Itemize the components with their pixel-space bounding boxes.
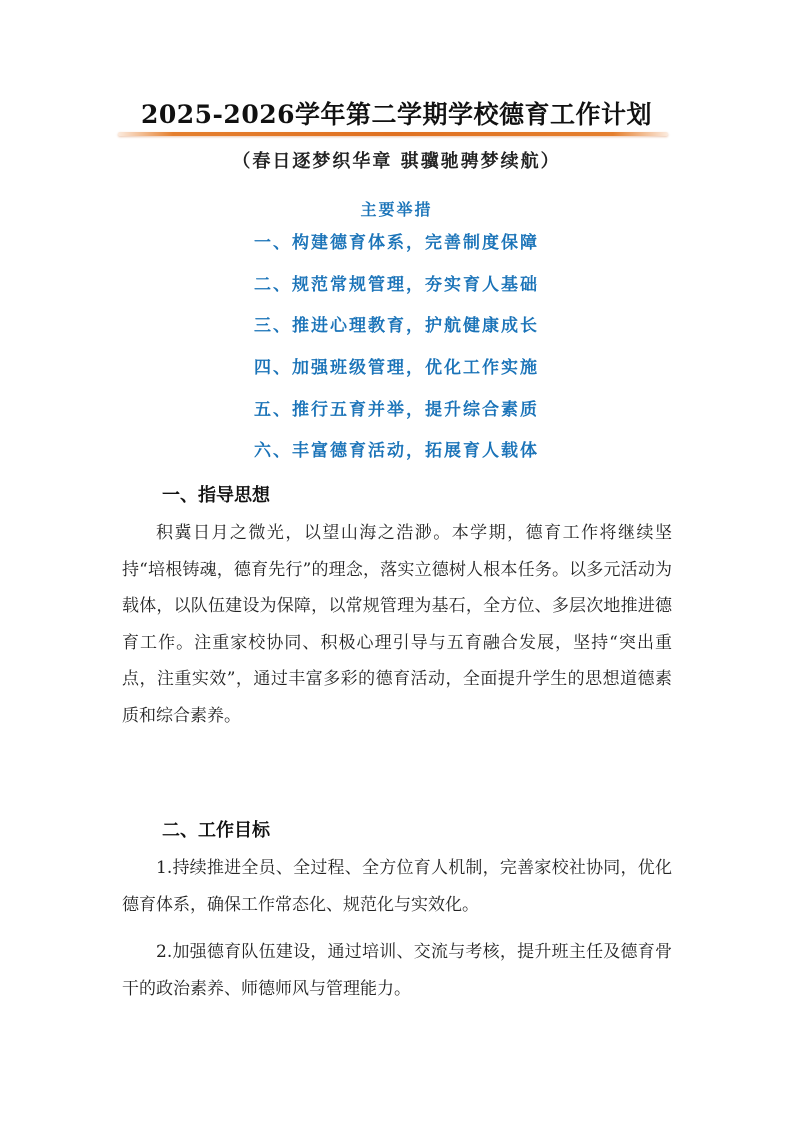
goal-item: 2.加强德育队伍建设，通过培训、交流与考核，提升班主任及德育骨干的政治素养、师德师风与管理能力。 (122, 942, 672, 999)
measure-item: 三、推进心理教育，护航健康成长 (254, 316, 539, 337)
measure-item: 二、规范常规管理，夯实育人基础 (254, 274, 539, 295)
measure-item: 一、构建德育体系，完善制度保障 (254, 233, 539, 253)
guiding-paragraph: 积冀日月之微光，以望山海之浩渺。本学期，德育工作将继续坚持“培根铸魂，德育先行”的理念，落实立德树人根本任务。以多元活动为载体，以队伍建设为保障，以常规管理为基石，全方位、多层次地推进德育工作。注重家校协同、积极心理引导与五育融合发展，坚持“突出重点，注重实效”，通过丰富多彩的德育活动，全面提升学生的思想道德素质和综合素养。 (122, 523, 672, 726)
measure-item: 四、加强班级管理，优化工作实施 (254, 358, 539, 379)
section-heading-guiding: 一、指导思想 (162, 485, 270, 506)
measures-heading: 主要举措 (360, 200, 433, 219)
measure-item: 五、推行五育并举，提升综合素质 (254, 399, 539, 420)
goal-item: 1.持续推进全员、全过程、全方位育人机制，完善家校社协同，优化德育体系，确保工作常态化、规范化与实效化。 (122, 858, 672, 915)
measure-item: 六、丰富德育活动，拓展育人载体 (254, 441, 539, 462)
document-subtitle: （春日逐梦织华章 骐骥驰骋梦续航） (232, 151, 561, 172)
section-heading-goals: 二、工作目标 (162, 820, 270, 841)
measures-list (0, 231, 793, 481)
document-title: 2025-2026学年第二学期学校德育工作计划 (140, 100, 653, 129)
title-underline (118, 132, 668, 136)
